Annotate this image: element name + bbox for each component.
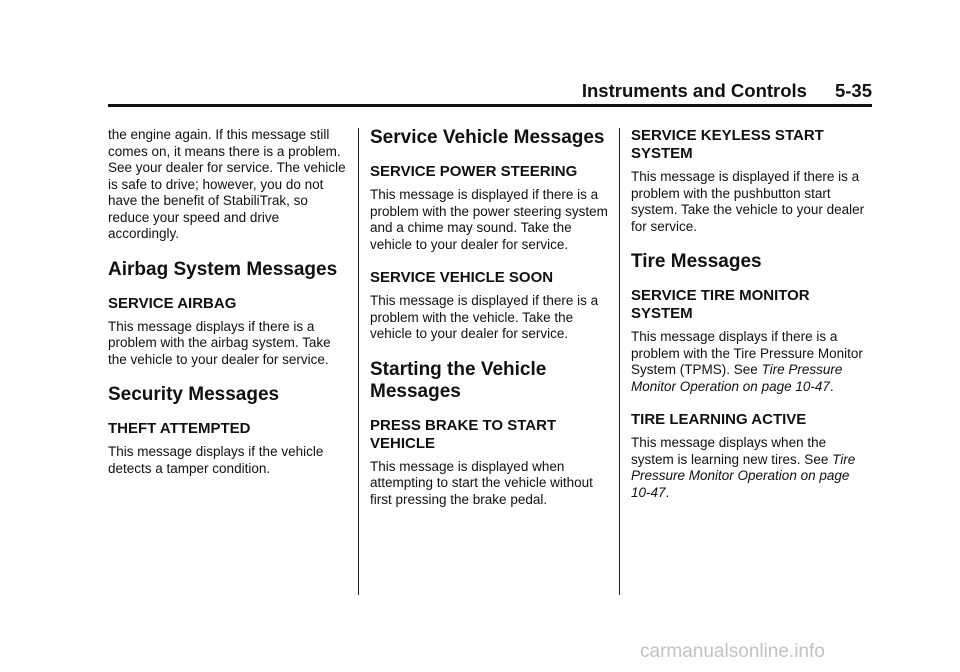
column-3 bbox=[631, 127, 871, 517]
page-header bbox=[108, 80, 872, 102]
tire-monitor-reference-link[interactable]: Tire Pressure Monitor Operation on page 10-47 bbox=[631, 362, 843, 394]
tire-learning-text: This message displays when the system is learning new tires. See bbox=[631, 435, 833, 467]
theft-attempted-title: THEFT ATTEMPTED bbox=[108, 420, 251, 437]
page-number: 5-35 bbox=[834, 80, 872, 101]
tire-learning-reference-link[interactable]: Tire Pressure Monitor Operation on page 10-47 bbox=[631, 451, 856, 500]
tire-monitor-title: SERVICE TIRE MONITOR SYSTEM bbox=[631, 287, 810, 322]
airbag-section-heading: Airbag System Messages bbox=[108, 258, 338, 280]
column-2 bbox=[370, 127, 608, 524]
tire-learning-title: TIRE LEARNING ACTIVE bbox=[631, 411, 807, 428]
keyless-start-body: This message is displayed if there is a problem with the pushbutton start system. Take the vehicle to your dealer for service. bbox=[631, 169, 865, 234]
header-rule bbox=[108, 104, 872, 107]
section-title: Instruments and Controls bbox=[581, 80, 807, 101]
tire-learning-body bbox=[631, 435, 871, 501]
vehicle-soon-title: SERVICE VEHICLE SOON bbox=[370, 269, 554, 286]
press-brake-title: PRESS BRAKE TO START VEHICLE bbox=[370, 416, 557, 452]
column-divider-1 bbox=[358, 128, 359, 595]
tire-learning-end: . bbox=[665, 484, 670, 500]
service-airbag-body: This message displays if there is a problem with the airbag system. Take the vehicle to your dealer for service. bbox=[108, 318, 331, 367]
tire-monitor-end: . bbox=[829, 378, 834, 394]
column-divider-2 bbox=[619, 128, 620, 595]
theft-attempted-body: This message displays if the vehicle detects a tamper condition. bbox=[108, 444, 324, 476]
service-airbag-title: SERVICE AIRBAG bbox=[108, 294, 237, 312]
vehicle-soon-body: This message is displayed if there is a problem with the vehicle. Take the vehicle to your dealer for service. bbox=[370, 293, 599, 341]
tire-monitor-text: This message displays if there is a problem with the Tire Pressure Monitor System (TPMS). See bbox=[631, 329, 863, 377]
security-section-heading: Security Messages bbox=[108, 384, 280, 405]
service-vehicle-section-heading: Service Vehicle Messages bbox=[370, 127, 605, 148]
power-steering-body: This message is displayed if there is a problem with the power steering system and a chime may sound. Take the vehicle to your dealer for service. bbox=[370, 187, 608, 252]
keyless-start-title: SERVICE KEYLESS START SYSTEM bbox=[631, 127, 824, 162]
intro-paragraph: the engine again. If this message still comes on, it means there is a problem. See your dealer for service. The vehicle is safe to drive; however, you do not have the benefit of StabiliTrak, so reduce your speed and drive accordingly. bbox=[108, 127, 346, 241]
watermark: carmanualsonline.info bbox=[640, 641, 825, 662]
power-steering-title: SERVICE POWER STEERING bbox=[370, 163, 578, 180]
column-1 bbox=[108, 127, 346, 493]
starting-section-heading: Starting the Vehicle Messages bbox=[370, 358, 547, 402]
tire-section-heading: Tire Messages bbox=[631, 251, 762, 272]
tire-monitor-body bbox=[631, 329, 871, 395]
press-brake-body: This message is displayed when attempting to start the vehicle without first pressing the brake pedal. bbox=[370, 458, 593, 507]
